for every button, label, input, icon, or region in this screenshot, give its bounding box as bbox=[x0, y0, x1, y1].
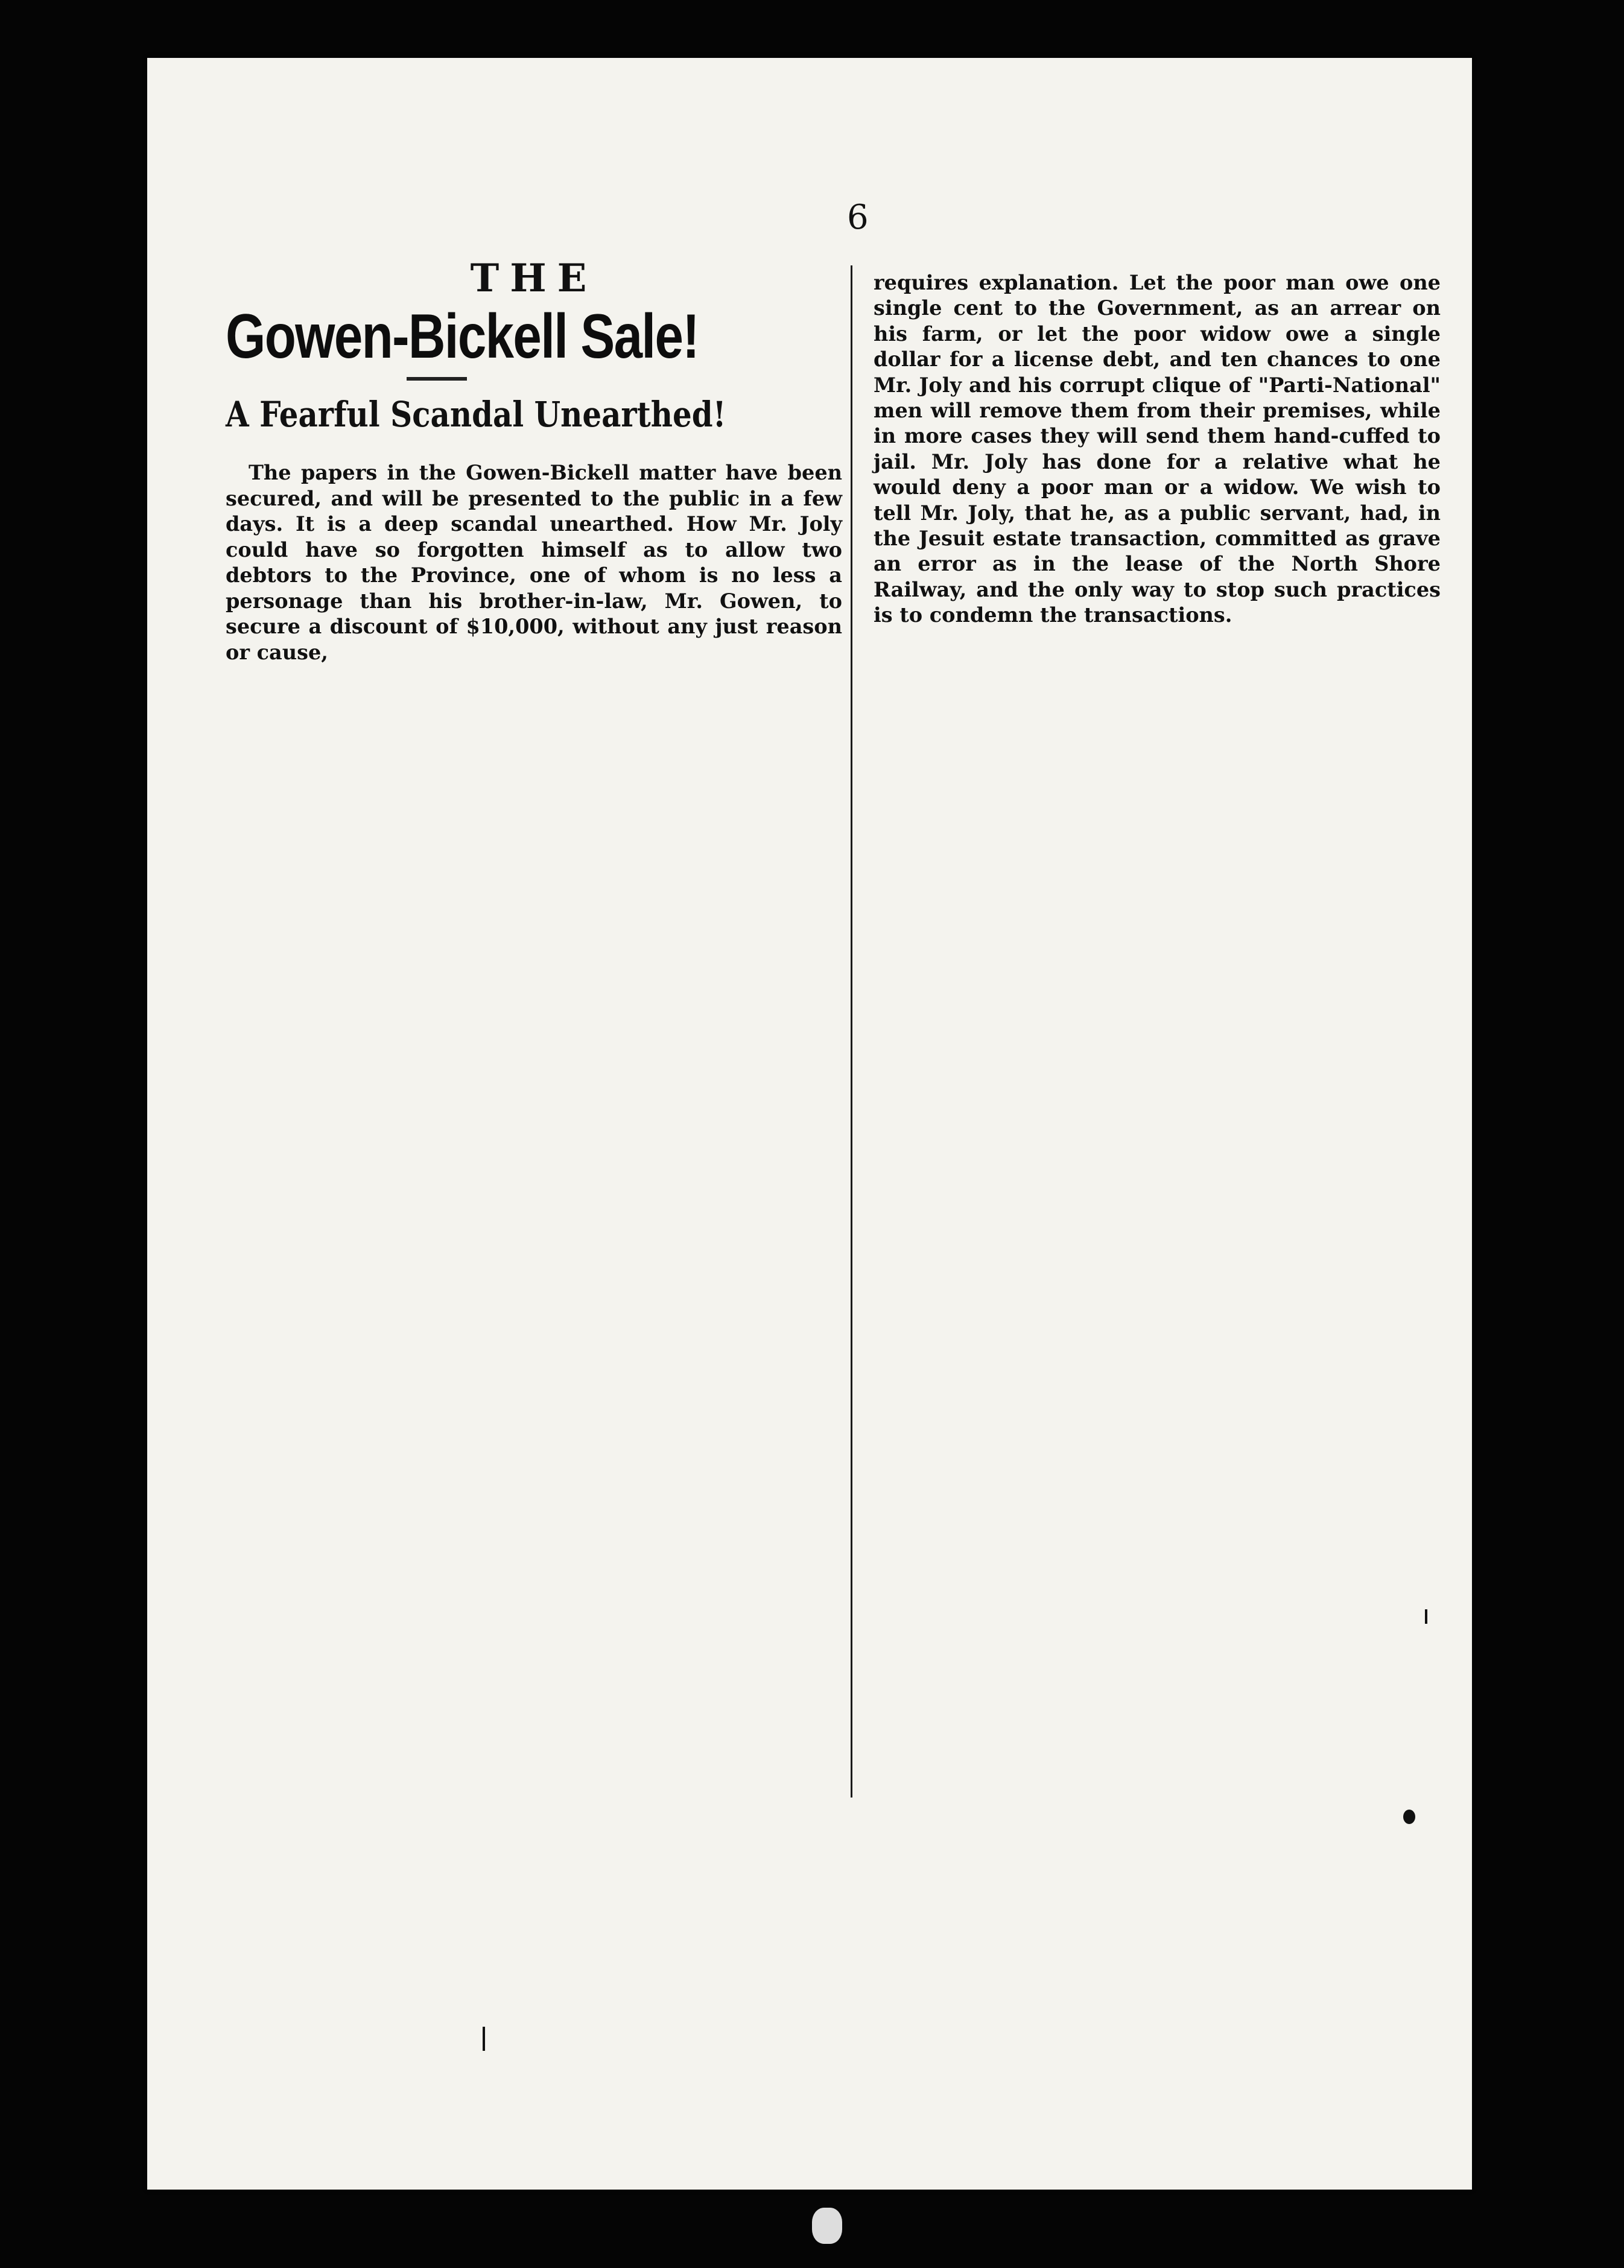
article-headline: Gowen-Bickell Sale! bbox=[226, 302, 699, 372]
page-number: 6 bbox=[847, 198, 869, 237]
ink-speck bbox=[483, 2027, 485, 2051]
article-kicker: THE bbox=[470, 256, 598, 301]
headline-rule bbox=[407, 377, 467, 381]
article-left-column bbox=[226, 256, 842, 665]
article-right-column bbox=[874, 270, 1441, 629]
ink-speck bbox=[812, 2208, 842, 2244]
ink-speck bbox=[1425, 1609, 1427, 1624]
article-subheadline: A Fearful Scandal Unearthed! bbox=[226, 394, 726, 436]
article-body-right: requires explanation. Let the poor man owe one single cent to the Government, as an arrear on his farm, or let the poor widow owe a single dollar for a license debt, and ten chances to one Mr. Joly and his corrupt clique of "Parti-National" men will remove them from their premises, while in more cases they will send them hand-cuffed to jail. Mr. Joly has done for a relative what he would deny a poor man or a widow. We wish to tell Mr. Joly, that he, as a public servant, had, in the Jesuit estate transaction, committed as grave an error as in the lease of the North Shore Railway, and the only way to stop such practices is to condemn the transactions. bbox=[874, 271, 1441, 627]
column-divider bbox=[851, 265, 852, 1798]
article-body-left: The papers in the Gowen-Bickell matter have been secured, and will be presented to the public in a few days. It is a deep scandal unearthed. How Mr. Joly could have so forgotten himself as to allow two debtors to the Province, one of whom is no less a personage than his brother-in-law, Mr. Gowen, to secure a discount of $10,000, without any just reason or cause, bbox=[226, 461, 842, 664]
ink-speck bbox=[1403, 1810, 1415, 1824]
